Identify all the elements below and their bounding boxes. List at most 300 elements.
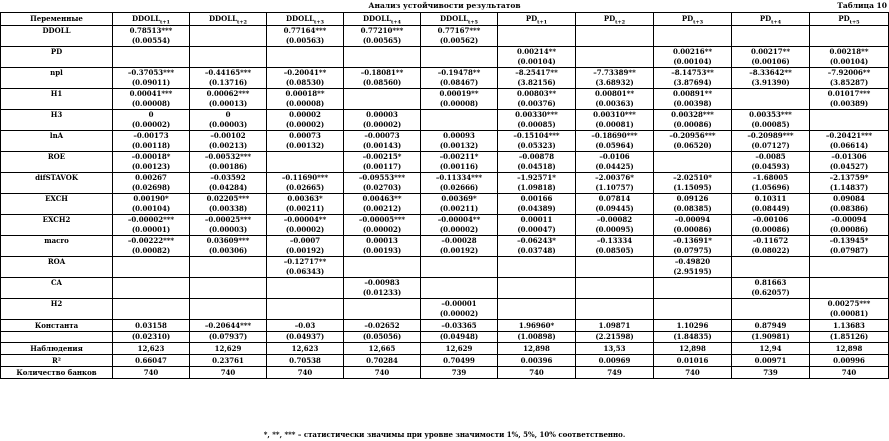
coefficient-cell: –0.00094: [810, 215, 889, 226]
coefficient-cell: [810, 278, 889, 289]
std-error-cell: (3.87694): [654, 78, 732, 89]
significance-note: *, **, *** – статистически значимы при уровне значимости 1%, 5%, 10% соответственно.: [263, 430, 626, 439]
variable-label-blank: [1, 99, 113, 110]
table-row: [1, 120, 889, 131]
variable-label: DDOLL: [1, 26, 113, 37]
coefficient-cell: [190, 278, 267, 289]
std-error-cell: (1.14837): [810, 183, 889, 194]
coefficient-cell: [421, 110, 498, 121]
coefficient-cell: [576, 299, 654, 310]
column-header-subscript: t+3: [693, 19, 704, 26]
coefficient-cell: [344, 89, 421, 100]
std-error-cell: [190, 288, 267, 299]
table-row: [1, 267, 889, 278]
table-row: [1, 110, 889, 121]
std-error-cell: (0.08022): [732, 246, 810, 257]
stat-cell: 12,623: [113, 343, 190, 355]
robustness-table: [0, 12, 889, 379]
column-header: [810, 13, 889, 26]
stat-cell: 740: [498, 367, 576, 379]
coefficient-cell: –0.00102: [190, 131, 267, 142]
coefficient-cell: 0.78513***: [113, 26, 190, 37]
coefficient-cell: –0.11690***: [267, 173, 344, 184]
coefficient-cell: [654, 152, 732, 163]
coefficient-cell: 0.00217**: [732, 47, 810, 58]
stat-cell: 12,94: [732, 343, 810, 355]
std-error-cell: (0.00186): [190, 162, 267, 173]
std-error-cell: (0.13716): [190, 78, 267, 89]
coefficient-cell: 0.87949: [732, 320, 810, 332]
coefficient-cell: [421, 278, 498, 289]
std-error-cell: (0.00013): [190, 99, 267, 110]
std-error-cell: (0.00104): [498, 57, 576, 68]
stat-cell: 0.00971: [732, 355, 810, 367]
variable-label-blank: [1, 57, 113, 68]
table-row: [1, 288, 889, 299]
variable-label-blank: [1, 332, 113, 343]
std-error-cell: [576, 309, 654, 320]
std-error-cell: (0.00104): [654, 57, 732, 68]
coefficient-cell: –7.73389**: [576, 68, 654, 79]
coefficient-cell: [576, 47, 654, 58]
std-error-cell: (0.08505): [576, 246, 654, 257]
coefficient-cell: –0.13334: [576, 236, 654, 247]
std-error-cell: (0.08467): [421, 78, 498, 89]
column-header-subscript: t+4: [771, 19, 782, 26]
table-row: [1, 343, 889, 355]
column-header: [732, 13, 810, 26]
stat-cell: 12,898: [810, 343, 889, 355]
coefficient-cell: –0.02652: [344, 320, 421, 332]
coefficient-cell: –0.00002***: [113, 215, 190, 226]
std-error-cell: [810, 36, 889, 47]
variable-label: ROE: [1, 152, 113, 163]
coefficient-cell: [267, 278, 344, 289]
coefficient-cell: [267, 299, 344, 310]
column-header: [344, 13, 421, 26]
coefficient-cell: 1.96960*: [498, 320, 576, 332]
column-header: [576, 13, 654, 26]
coefficient-cell: 1.10296: [654, 320, 732, 332]
coefficient-cell: –1.68005: [732, 173, 810, 184]
variable-label: H1: [1, 89, 113, 100]
coefficient-cell: –0.00983: [344, 278, 421, 289]
table-row: [1, 309, 889, 320]
stat-cell: 0.70284: [344, 355, 421, 367]
std-error-cell: (1.10757): [576, 183, 654, 194]
coefficient-cell: [498, 26, 576, 37]
table-row: [1, 355, 889, 367]
variable-label-blank: [1, 162, 113, 173]
std-error-cell: (0.07987): [810, 246, 889, 257]
coefficient-cell: –0.12717**: [267, 257, 344, 268]
std-error-cell: (1.09818): [498, 183, 576, 194]
std-error-cell: [190, 57, 267, 68]
table-row: [1, 257, 889, 268]
table-header: [1, 13, 889, 26]
table-row: [1, 141, 889, 152]
std-error-cell: [576, 267, 654, 278]
coefficient-cell: [498, 299, 576, 310]
std-error-cell: [344, 99, 421, 110]
coefficient-cell: [732, 26, 810, 37]
column-header-label: PD: [525, 14, 538, 23]
std-error-cell: (0.02698): [113, 183, 190, 194]
coefficient-cell: 0.00267: [113, 173, 190, 184]
std-error-cell: [113, 57, 190, 68]
table-row: [1, 278, 889, 289]
coefficient-cell: [576, 278, 654, 289]
coefficient-cell: –0.00001: [421, 299, 498, 310]
coefficient-cell: 0.00216**: [654, 47, 732, 58]
std-error-cell: (3.85287): [810, 78, 889, 89]
std-error-cell: (0.00002): [421, 309, 498, 320]
coefficient-cell: [113, 257, 190, 268]
table-row: [1, 320, 889, 332]
column-header: [498, 13, 576, 26]
coefficient-cell: [344, 299, 421, 310]
std-error-cell: (0.00086): [654, 225, 732, 236]
coefficient-cell: 0.00353***: [732, 110, 810, 121]
std-error-cell: (0.00104): [113, 204, 190, 215]
stat-cell: 740: [344, 367, 421, 379]
std-error-cell: (0.00086): [810, 225, 889, 236]
std-error-cell: (2.95195): [654, 267, 732, 278]
coefficient-cell: 0.00003: [344, 110, 421, 121]
std-error-cell: [732, 267, 810, 278]
stat-cell: 12,665: [344, 343, 421, 355]
variable-label-blank: [1, 288, 113, 299]
column-header-variables: [1, 13, 113, 26]
coefficient-cell: [190, 299, 267, 310]
std-error-cell: [267, 57, 344, 68]
std-error-cell: (0.00376): [498, 99, 576, 110]
coefficient-cell: 0.07814: [576, 194, 654, 205]
variable-label: lnA: [1, 131, 113, 142]
table-row: [1, 57, 889, 68]
std-error-cell: (0.02665): [267, 183, 344, 194]
coefficient-cell: –2.02510*: [654, 173, 732, 184]
std-error-cell: (0.00104): [810, 57, 889, 68]
std-error-cell: (0.00117): [344, 162, 421, 173]
std-error-cell: (0.01233): [344, 288, 421, 299]
table-row: [1, 225, 889, 236]
std-error-cell: [344, 309, 421, 320]
coefficient-cell: [267, 47, 344, 58]
std-error-cell: (0.00082): [113, 246, 190, 257]
std-error-cell: (0.00002): [267, 120, 344, 131]
coefficient-cell: –0.19478**: [421, 68, 498, 79]
column-header-subscript: t+1: [160, 19, 171, 26]
coefficient-cell: [190, 257, 267, 268]
table-row: [1, 173, 889, 184]
column-header: [654, 13, 732, 26]
std-error-cell: (0.08386): [810, 204, 889, 215]
std-error-cell: (1.84835): [654, 332, 732, 343]
variable-label-blank: [1, 183, 113, 194]
variable-label-blank: [1, 120, 113, 131]
coefficient-cell: 0.00803**: [498, 89, 576, 100]
std-error-cell: (0.00192): [421, 246, 498, 257]
coefficient-cell: –0.01306: [810, 152, 889, 163]
coefficient-cell: –2.13759*: [810, 173, 889, 184]
coefficient-cell: –8.25417**: [498, 68, 576, 79]
coefficient-cell: 0.77164***: [267, 26, 344, 37]
coefficient-cell: [576, 257, 654, 268]
coefficient-cell: [498, 278, 576, 289]
coefficient-cell: [810, 26, 889, 37]
coefficient-cell: –0.20041**: [267, 68, 344, 79]
coefficient-cell: –0.44165***: [190, 68, 267, 79]
coefficient-cell: [421, 47, 498, 58]
std-error-cell: (0.00132): [421, 141, 498, 152]
std-error-cell: (0.00086): [654, 120, 732, 131]
column-header-subscript: t+1: [537, 19, 548, 26]
coefficient-cell: 0.00166: [498, 194, 576, 205]
std-error-cell: (1.90981): [732, 332, 810, 343]
std-error-cell: (0.00085): [732, 120, 810, 131]
stat-cell: 740: [810, 367, 889, 379]
coefficient-cell: –0.00082: [576, 215, 654, 226]
std-error-cell: (0.00306): [190, 246, 267, 257]
coefficient-cell: –0.11672: [732, 236, 810, 247]
coefficient-cell: [732, 299, 810, 310]
std-error-cell: (0.00001): [113, 225, 190, 236]
stat-cell: 749: [576, 367, 654, 379]
coefficient-cell: 1.13683: [810, 320, 889, 332]
variable-label-blank: [1, 309, 113, 320]
std-error-cell: (0.04593): [732, 162, 810, 173]
coefficient-cell: –0.00532***: [190, 152, 267, 163]
std-error-cell: (2.21598): [576, 332, 654, 343]
coefficient-cell: 0.01017***: [810, 89, 889, 100]
std-error-cell: (0.04948): [421, 332, 498, 343]
coefficient-cell: –0.20956***: [654, 131, 732, 142]
coefficient-cell: 0.10311: [732, 194, 810, 205]
coefficient-cell: –0.00094: [654, 215, 732, 226]
column-header-subscript: t+5: [849, 19, 860, 26]
column-header-label: Переменные: [30, 14, 83, 23]
std-error-cell: (1.15095): [654, 183, 732, 194]
table-row: [1, 162, 889, 173]
stat-cell: 0.23761: [190, 355, 267, 367]
column-header-subscript: t+5: [468, 19, 479, 26]
coefficient-cell: –0.0106: [576, 152, 654, 163]
std-error-cell: (0.04527): [810, 162, 889, 173]
std-error-cell: (0.00563): [267, 36, 344, 47]
std-error-cell: (0.00047): [498, 225, 576, 236]
std-error-cell: [810, 120, 889, 131]
table-row: [1, 299, 889, 310]
coefficient-cell: 0.00073: [267, 131, 344, 142]
stat-cell: 740: [113, 367, 190, 379]
column-header-label: DDOLL: [362, 14, 392, 23]
coefficient-cell: –0.09553***: [344, 173, 421, 184]
std-error-cell: (0.00003): [190, 225, 267, 236]
coefficient-cell: 0.09126: [654, 194, 732, 205]
coefficient-cell: 0.00363*: [267, 194, 344, 205]
coefficient-cell: 0.77210***: [344, 26, 421, 37]
std-error-cell: [113, 288, 190, 299]
table-row: [1, 99, 889, 110]
column-header-subscript: t+2: [237, 19, 248, 26]
stat-label: R²: [1, 355, 113, 367]
std-error-cell: (1.05696): [732, 183, 810, 194]
coefficient-cell: –0.20421***: [810, 131, 889, 142]
coefficient-cell: –2.00376*: [576, 173, 654, 184]
coefficient-cell: –0.13945*: [810, 236, 889, 247]
std-error-cell: (0.00389): [810, 99, 889, 110]
coefficient-cell: 0.81663: [732, 278, 810, 289]
std-error-cell: (0.00002): [344, 120, 421, 131]
std-error-cell: (0.09445): [576, 204, 654, 215]
std-error-cell: [190, 36, 267, 47]
coefficient-cell: –0.00073: [344, 131, 421, 142]
stat-cell: 13,53: [576, 343, 654, 355]
stat-cell: 739: [421, 367, 498, 379]
std-error-cell: [267, 162, 344, 173]
std-error-cell: (1.00898): [498, 332, 576, 343]
stat-cell: 0.00969: [576, 355, 654, 367]
coefficient-cell: [810, 257, 889, 268]
coefficient-cell: –0.0085: [732, 152, 810, 163]
coefficient-cell: [576, 26, 654, 37]
std-error-cell: (0.00008): [267, 99, 344, 110]
std-error-cell: (0.09011): [113, 78, 190, 89]
variable-label: difSTAVOK: [1, 173, 113, 184]
std-error-cell: (0.00002): [344, 225, 421, 236]
std-error-cell: (0.07127): [732, 141, 810, 152]
std-error-cell: (0.00132): [267, 141, 344, 152]
coefficient-cell: –0.00018*: [113, 152, 190, 163]
coefficient-cell: [344, 47, 421, 58]
std-error-cell: (0.62057): [732, 288, 810, 299]
std-error-cell: (0.02310): [113, 332, 190, 343]
variable-label-blank: [1, 246, 113, 257]
coefficient-cell: –0.18690***: [576, 131, 654, 142]
coefficient-cell: –1.92571*: [498, 173, 576, 184]
table-row: [1, 47, 889, 58]
coefficient-cell: 0.00190*: [113, 194, 190, 205]
std-error-cell: (0.04425): [576, 162, 654, 173]
column-header-subscript: t+4: [391, 19, 402, 26]
std-error-cell: (0.04284): [190, 183, 267, 194]
table-row: [1, 246, 889, 257]
variable-label-blank: [1, 225, 113, 236]
std-error-cell: [421, 120, 498, 131]
coefficient-cell: [190, 47, 267, 58]
stat-cell: 0.70499: [421, 355, 498, 367]
coefficient-cell: –0.03: [267, 320, 344, 332]
std-error-cell: [421, 267, 498, 278]
coefficient-cell: –7.92006**: [810, 68, 889, 79]
coefficient-cell: 1.09871: [576, 320, 654, 332]
std-error-cell: [732, 36, 810, 47]
variable-label: H3: [1, 110, 113, 121]
coefficient-cell: –0.11334***: [421, 173, 498, 184]
std-error-cell: (0.06520): [654, 141, 732, 152]
std-error-cell: (0.05056): [344, 332, 421, 343]
coefficient-cell: [113, 299, 190, 310]
std-error-cell: [810, 267, 889, 278]
table-row: [1, 183, 889, 194]
table-body: [1, 26, 889, 379]
std-error-cell: [654, 309, 732, 320]
std-error-cell: [267, 309, 344, 320]
coefficient-cell: –0.00028: [421, 236, 498, 247]
coefficient-cell: [113, 47, 190, 58]
coefficient-cell: [190, 26, 267, 37]
coefficient-cell: 0.00013: [344, 236, 421, 247]
std-error-cell: [654, 288, 732, 299]
std-error-cell: [732, 309, 810, 320]
std-error-cell: [498, 36, 576, 47]
column-header-label: DDOLL: [285, 14, 315, 23]
coefficient-cell: –0.00878: [498, 152, 576, 163]
coefficient-cell: 0.00891**: [654, 89, 732, 100]
coefficient-cell: 0.77167***: [421, 26, 498, 37]
coefficient-cell: –0.00215*: [344, 152, 421, 163]
std-error-cell: [810, 288, 889, 299]
column-header: [267, 13, 344, 26]
stat-cell: 12,898: [498, 343, 576, 355]
coefficient-cell: 0.09084: [810, 194, 889, 205]
table-row: [1, 204, 889, 215]
std-error-cell: [344, 57, 421, 68]
stat-cell: 740: [190, 367, 267, 379]
coefficient-cell: 0.00093: [421, 131, 498, 142]
coefficient-cell: 0: [113, 110, 190, 121]
column-header: [190, 13, 267, 26]
column-header-subscript: t+3: [314, 19, 325, 26]
table-row: [1, 152, 889, 163]
std-error-cell: (0.00086): [732, 225, 810, 236]
std-error-cell: (0.00562): [421, 36, 498, 47]
stat-cell: 12,898: [654, 343, 732, 355]
coefficient-cell: –0.00211*: [421, 152, 498, 163]
coefficient-cell: –0.00173: [113, 131, 190, 142]
coefficient-cell: 0.00214**: [498, 47, 576, 58]
stat-cell: 12,623: [267, 343, 344, 355]
std-error-cell: (0.00095): [576, 225, 654, 236]
std-error-cell: (0.04518): [498, 162, 576, 173]
variable-label: npl: [1, 68, 113, 79]
std-error-cell: [267, 288, 344, 299]
column-header: [421, 13, 498, 26]
std-error-cell: (3.68932): [576, 78, 654, 89]
coefficient-cell: [654, 278, 732, 289]
std-error-cell: (0.08560): [344, 78, 421, 89]
coefficient-cell: [654, 299, 732, 310]
coefficient-cell: 0.00011: [498, 215, 576, 226]
std-error-cell: [498, 288, 576, 299]
variable-label: H2: [1, 299, 113, 310]
coefficient-cell: –0.03365: [421, 320, 498, 332]
std-error-cell: (0.00008): [421, 99, 498, 110]
coefficient-cell: –0.00004**: [421, 215, 498, 226]
variable-label-blank: [1, 78, 113, 89]
table-row: [1, 68, 889, 79]
coefficient-cell: 0.03158: [113, 320, 190, 332]
coefficient-cell: –0.49820: [654, 257, 732, 268]
table-row: [1, 236, 889, 247]
table-row: [1, 36, 889, 47]
std-error-cell: (0.00193): [344, 246, 421, 257]
std-error-cell: (0.06343): [267, 267, 344, 278]
table-row: [1, 131, 889, 142]
coefficient-cell: [732, 257, 810, 268]
column-header: [113, 13, 190, 26]
